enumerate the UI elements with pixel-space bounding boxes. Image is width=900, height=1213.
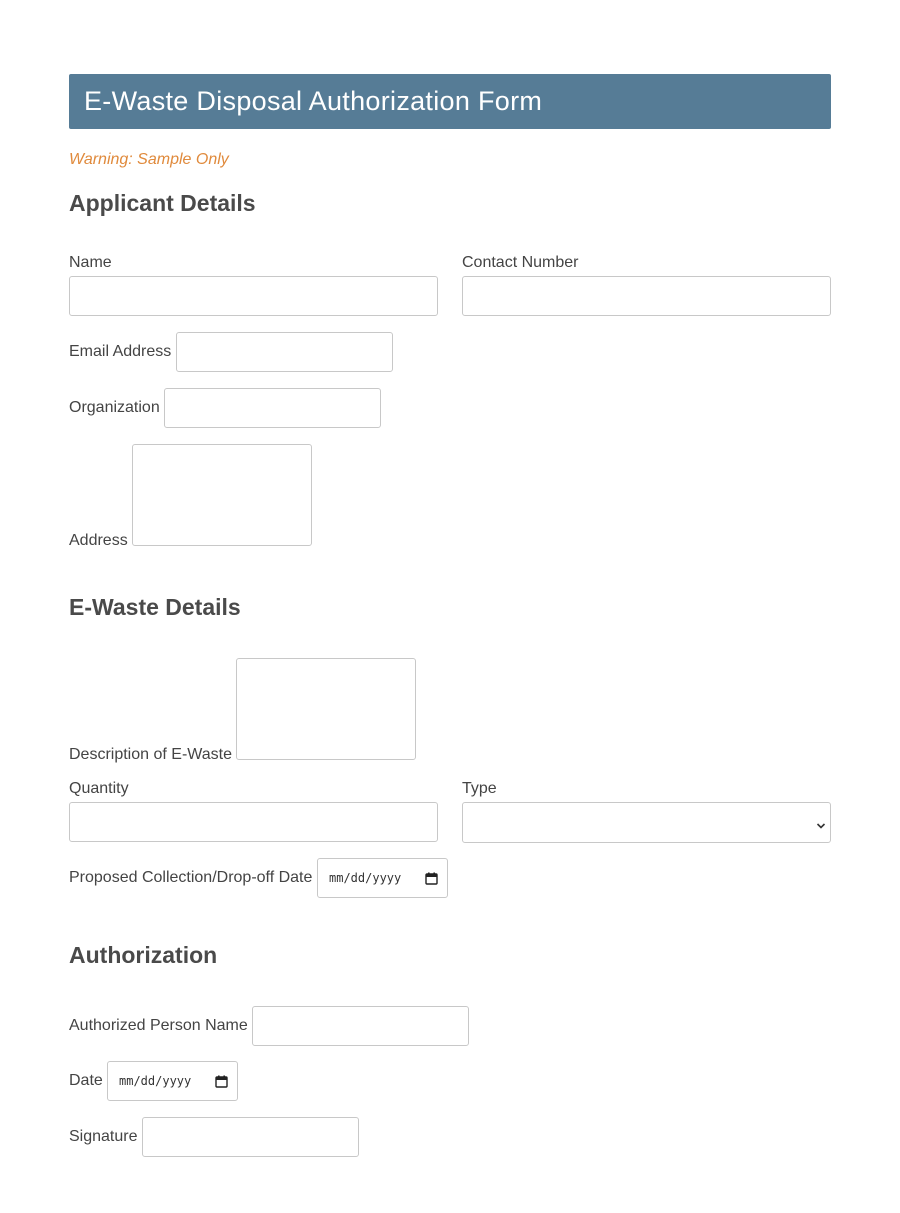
name-input[interactable] [69,276,438,316]
type-select[interactable] [462,802,831,843]
calendar-icon[interactable] [425,872,438,885]
authorized-person-label: Authorized Person Name [69,1017,248,1034]
contact-number-input[interactable] [462,276,831,316]
signature-label: Signature [69,1128,138,1145]
collection-date-label: Proposed Collection/Drop-off Date [69,869,313,886]
collection-date-placeholder: mm/dd/yyyy [329,871,402,885]
email-address-label: Email Address [69,343,172,360]
address-textarea[interactable] [132,444,312,546]
quantity-label: Quantity [69,780,129,797]
form-title-banner [69,74,831,129]
authorization-heading: Authorization [69,942,218,968]
organization-input[interactable] [164,388,381,428]
name-label: Name [69,254,112,271]
warning-text: Warning: Sample Only [69,151,229,168]
authorization-date-input[interactable] [107,1061,238,1101]
collection-date-input[interactable] [317,858,448,898]
calendar-icon[interactable] [215,1075,228,1088]
applicant-details-heading: Applicant Details [69,190,256,216]
chevron-down-icon [816,818,826,828]
ewaste-details-heading: E-Waste Details [69,594,241,620]
authorization-date-placeholder: mm/dd/yyyy [119,1074,192,1088]
authorized-person-input[interactable] [252,1006,469,1046]
description-label: Description of E-Waste [69,746,233,763]
signature-input[interactable] [142,1117,359,1157]
email-address-input[interactable] [176,332,393,372]
form-title: E-Waste Disposal Authorization Form [84,86,543,116]
organization-label: Organization [69,399,160,416]
description-textarea[interactable] [236,658,416,760]
type-label: Type [462,780,497,797]
quantity-input[interactable] [69,802,438,842]
date-label: Date [69,1072,103,1089]
contact-number-label: Contact Number [462,254,579,271]
address-label: Address [69,532,128,549]
